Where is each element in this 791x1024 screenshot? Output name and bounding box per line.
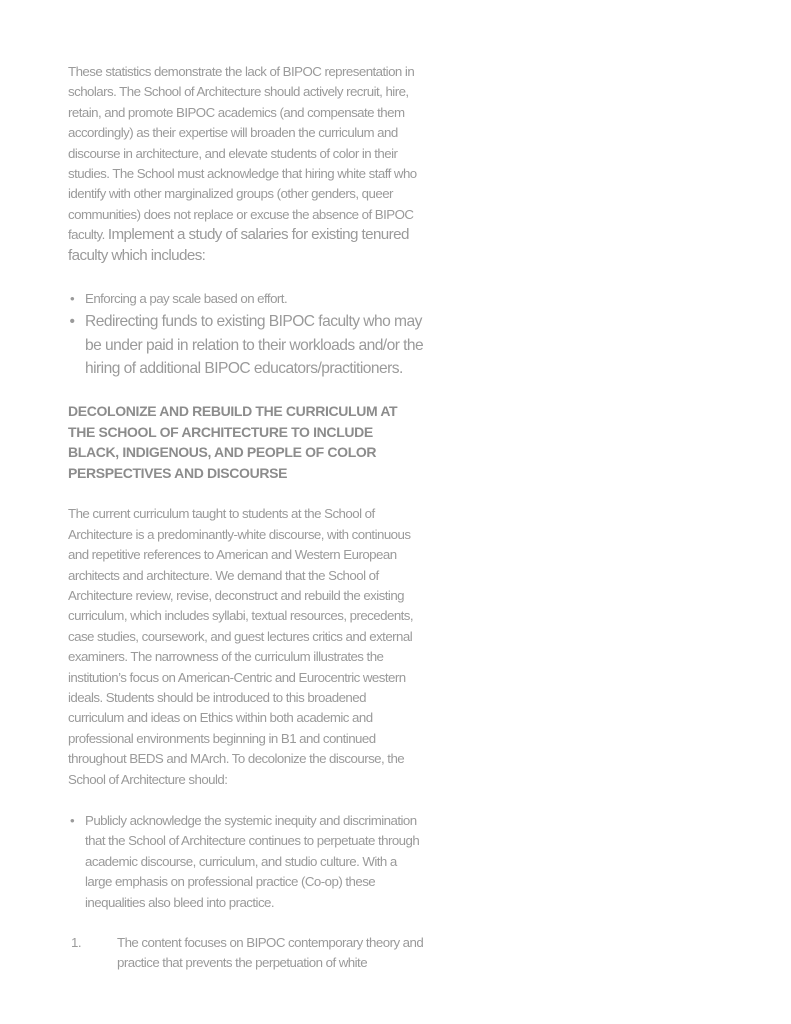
section-heading: DECOLONIZE AND REBUILD THE CURRICULUM AT THE SCHOOL OF ARCHITECTURE TO INCLUDE BLACK, INDIGENOUS, AND PEOPLE OF COLOR PERSPECTIVES AND DISCOURSE [68, 402, 398, 481]
list-item: • Publicly acknowledge the systemic inequity and discrimination that the School of Architecture continues to perpetuate through academic discourse, curriculum, and studio culture. With a large emphasis on professional practice (Co-op) these inequalities also bleed into practice. [68, 811, 425, 913]
numbered-item-text: The content focuses on BIPOC contemporary theory and practice that prevents the perpetuation of white [117, 935, 424, 971]
list-number: 1. [71, 935, 81, 951]
numbered-list-item [68, 933, 427, 974]
salary-bullet-list [68, 289, 430, 381]
decolonize-bullet-list [68, 811, 430, 913]
bullet-icon: • [69, 813, 75, 829]
bullet-icon: • [69, 291, 75, 307]
list-item: • Redirecting funds to existing BIPOC faculty who may be under paid in relation to their workloads and/or the hiring of additional BIPOC educators/practitioners. [68, 310, 430, 381]
section-body-paragraph: The current curriculum taught to students at the School of Architecture is a predominantly-white discourse, with continuous and repetitive references to American and Western European architects and architecture. We demand that the School of Architecture review, revise, deconstruct and rebuild the existing curriculum, which includes syllabi, textual resources, precedents, case studies, coursework, and guest lectures critics and external examiners. The narrowness of the curriculum illustrates the institution’s focus on American-Centric and Eurocentric western ideals. Students should be introduced to this broadened curriculum and ideas on Ethics within both academic and professional environments beginning in B1 and continued throughout BEDS and MArch. To decolonize the discourse, the School of Architecture should: [68, 506, 414, 787]
list-item: • Enforcing a pay scale based on effort. [68, 289, 430, 309]
intro-paragraph [68, 62, 426, 266]
intro-text-a: These statistics demonstrate the lack of BIPOC representation in scholars. The School of Architecture should actively recruit, hire, retain, and promote BIPOC academics (and compensate them accordingly) as their expertise will broaden the curriculum and discourse in architecture, and elevate students of color in their studies. The School must acknowledge that hiring white staff who identify with other marginalized groups (other genders, queer communities) does not replace or excuse the absence of BIPOC faculty. [68, 64, 417, 243]
intro-text-b: Implement a study of salaries for existing tenured faculty which includes: [68, 226, 409, 264]
bullet-icon: • [69, 313, 75, 331]
document-page [68, 62, 430, 974]
